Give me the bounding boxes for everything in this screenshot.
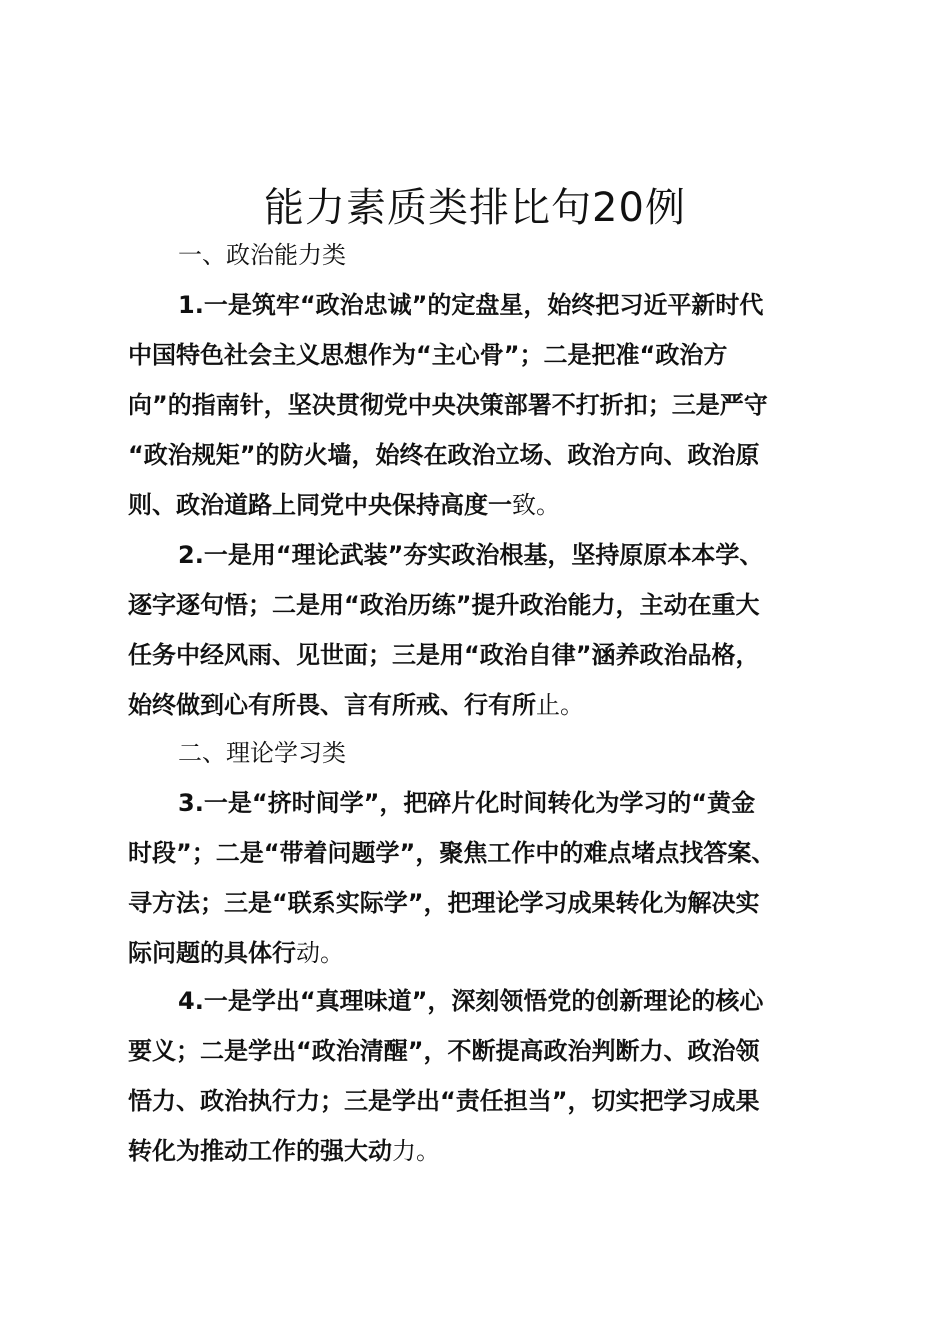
paragraph-line: 寻方法；三是“联系实际学”，把理论学习成果转化为解决实 [128,889,760,917]
paragraph-line: 向”的指南针，坚决贯彻党中央决策部署不打折扣；三是严守 [128,391,768,419]
paragraph-line: 要义；二是学出“政治清醒”，不断提高政治判断力、政治领 [128,1037,760,1065]
paragraph-ending: 动。 [296,939,344,967]
paragraph-last-line [128,928,840,978]
paragraph-3 [128,778,840,978]
paragraph-2 [128,530,840,730]
paragraph-line: 悟力、政治执行力；三是学出“责任担当”，切实把学习成果 [128,1087,760,1115]
paragraph-line: “政治规矩”的防火墙，始终在政治立场、政治方向、政治原 [128,441,760,469]
paragraph-last-line [128,680,840,730]
paragraph-line: 2.一是用“理论武装”夯实政治根基，坚持原原本本学、 [178,541,764,569]
paragraph-1 [128,280,840,530]
paragraph-line: 1.一是筑牢“政治忠诚”的定盘星，始终把习近平新时代 [178,291,764,319]
section-heading-political: 一、政治能力类 [178,241,346,269]
paragraph-last-line [128,1126,840,1176]
paragraph-line: 任务中经风雨、见世面；三是用“政治自律”涵养政治品格， [128,641,760,669]
paragraph-ending: 致。 [512,491,560,519]
paragraph-line-text: 则、政治道路上同党中央保持高度一 [128,491,512,519]
paragraph-line: 时段”；二是“带着问题学”，聚焦工作中的难点堵点找答案、 [128,839,776,867]
paragraph-line: 中国特色社会主义思想作为“主心骨”；二是把准“政治方 [128,341,728,369]
paragraph-ending: 力。 [392,1137,440,1165]
paragraph-4 [128,976,840,1176]
paragraph-line-text: 始终做到心有所畏、言有所戒、行有所 [128,691,536,719]
section-heading-theory: 二、理论学习类 [178,739,346,767]
paragraph-line: 3.一是“挤时间学”，把碎片化时间转化为学习的“黄金 [178,789,756,817]
paragraph-line-text: 际问题的具体行 [128,939,296,967]
paragraph-ending: 止。 [536,691,584,719]
paragraph-line: 逐字逐句悟；二是用“政治历练”提升政治能力，主动在重大 [128,591,760,619]
paragraph-last-line [128,480,840,530]
paragraph-line-text: 转化为推动工作的强大动 [128,1137,392,1165]
document-title: 能力素质类排比句20例 [264,185,686,231]
paragraph-line: 4.一是学出“真理味道”，深刻领悟党的创新理论的核心 [178,987,764,1015]
